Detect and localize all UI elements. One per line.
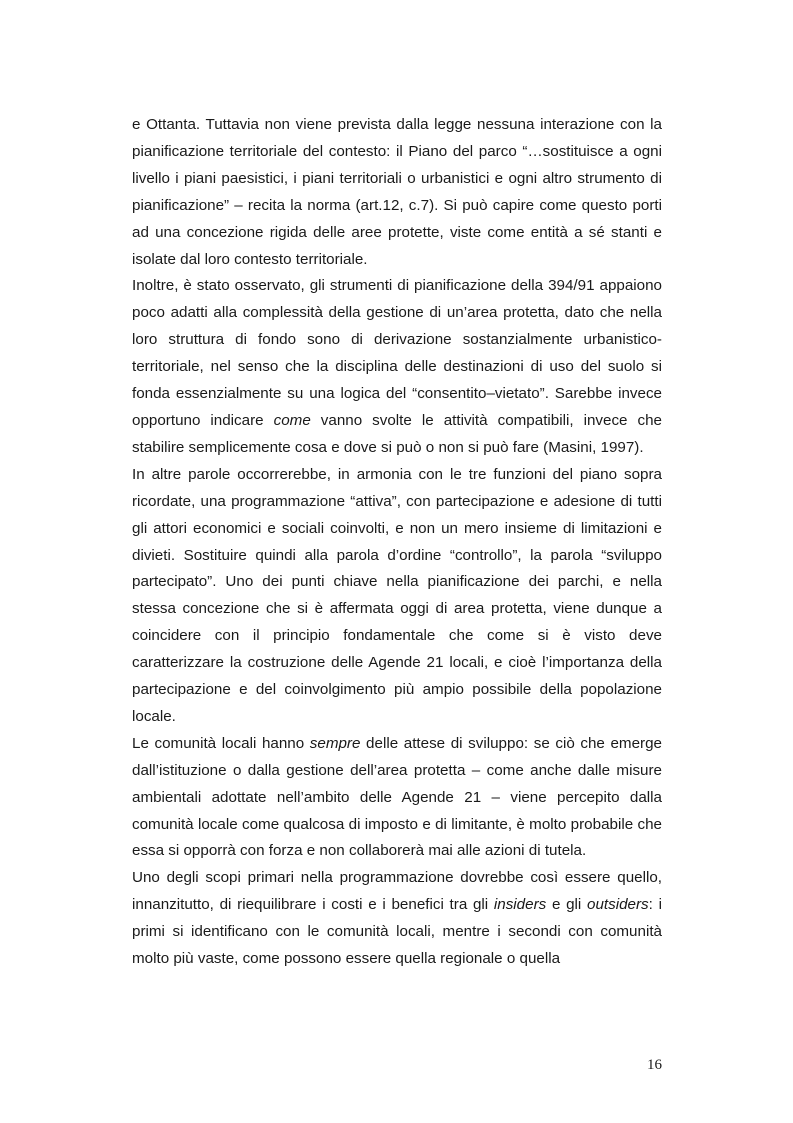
page-number: 16 xyxy=(647,1057,662,1073)
body-text xyxy=(132,112,662,973)
emphasis-text: come xyxy=(273,411,311,429)
paragraph xyxy=(132,462,662,731)
text-run: Inoltre, è stato osservato, gli strumenti di pianificazione della 394/91 appaiono poco adatti alla complessità della gestione di un’area protetta, dato che nella loro struttura di fondo sono di derivazione sostanzialmente urbanistico-territoriale, nel senso che la disciplina delle destinazioni di uso del suolo si fonda essenzialmente su una logica del “consentito–vietato”. Sarebbe invece opportuno indicare xyxy=(132,277,662,429)
paragraph xyxy=(132,865,662,973)
emphasis-text: sempre xyxy=(309,734,361,752)
paragraph xyxy=(132,112,662,273)
paragraph xyxy=(132,731,662,866)
text-run: In altre parole occorrerebbe, in armonia con le tre funzioni del piano sopra ricordate, una programmazione “attiva”, con partecipazione e adesione di tutti gli attori economici e sociali coinvolti, e non un mero insieme di limitazioni e divieti. Sostituire quindi alla parola d’ordine “controllo”, la parola “sviluppo partecipato”. Uno dei punti chiave nella pianificazione dei parchi, e nella stessa concezione che si è affermata oggi di area protetta, viene dunque a coincidere con il principio fondamentale che come si è visto deve caratterizzare la costruzione delle Agende 21 locali, e cioè l’importanza della partecipazione e del coinvolgimento più ampio possibile della popolazione locale. xyxy=(132,465,662,725)
text-run: delle attese di sviluppo: se ciò che emerge dall’istituzione o dalla gestione dell’area protetta – come anche dalle misure ambientali adottate nell’ambito delle Agende 21 – viene percepito dalla comunità locale come qualcosa di imposto e di limitante, è molto probabile che essa si opporrà con forza e non collaborerà mai alle azioni di tutela. xyxy=(132,734,662,860)
text-run: e Ottanta. Tuttavia non viene prevista dalla legge nessuna interazione con la pianificazione territoriale del contesto: il Piano del parco “…sostituisce a ogni livello i piani paesistici, i piani territoriali o urbanistici e ogni altro strumento di pianificazione” – recita la norma (art.12, c.7). Si può capire come questo porti ad una concezione rigida delle aree protette, viste come entità a sé stanti e isolate dal loro contesto territoriale. xyxy=(132,116,662,268)
text-run: Le comunità locali hanno xyxy=(132,734,310,752)
text-run: vanno svolte le attività compatibili, invece che stabilire semplicemente cosa e dove si può o non si può fare (Masini, 1997). xyxy=(132,411,662,456)
text-run: e gli xyxy=(546,896,588,914)
paragraph xyxy=(132,273,662,461)
emphasis-text: insiders xyxy=(493,896,547,914)
emphasis-text: outsiders xyxy=(587,896,649,914)
text-run: Uno degli scopi primari nella programmazione dovrebbe così essere quello, innanzitutto, di riequilibrare i costi e i benefici tra gli xyxy=(132,869,662,914)
text-run: : i primi si identificano con le comunità locali, mentre i secondi con comunità molto più vaste, come possono essere quella regionale o quella xyxy=(132,896,662,968)
